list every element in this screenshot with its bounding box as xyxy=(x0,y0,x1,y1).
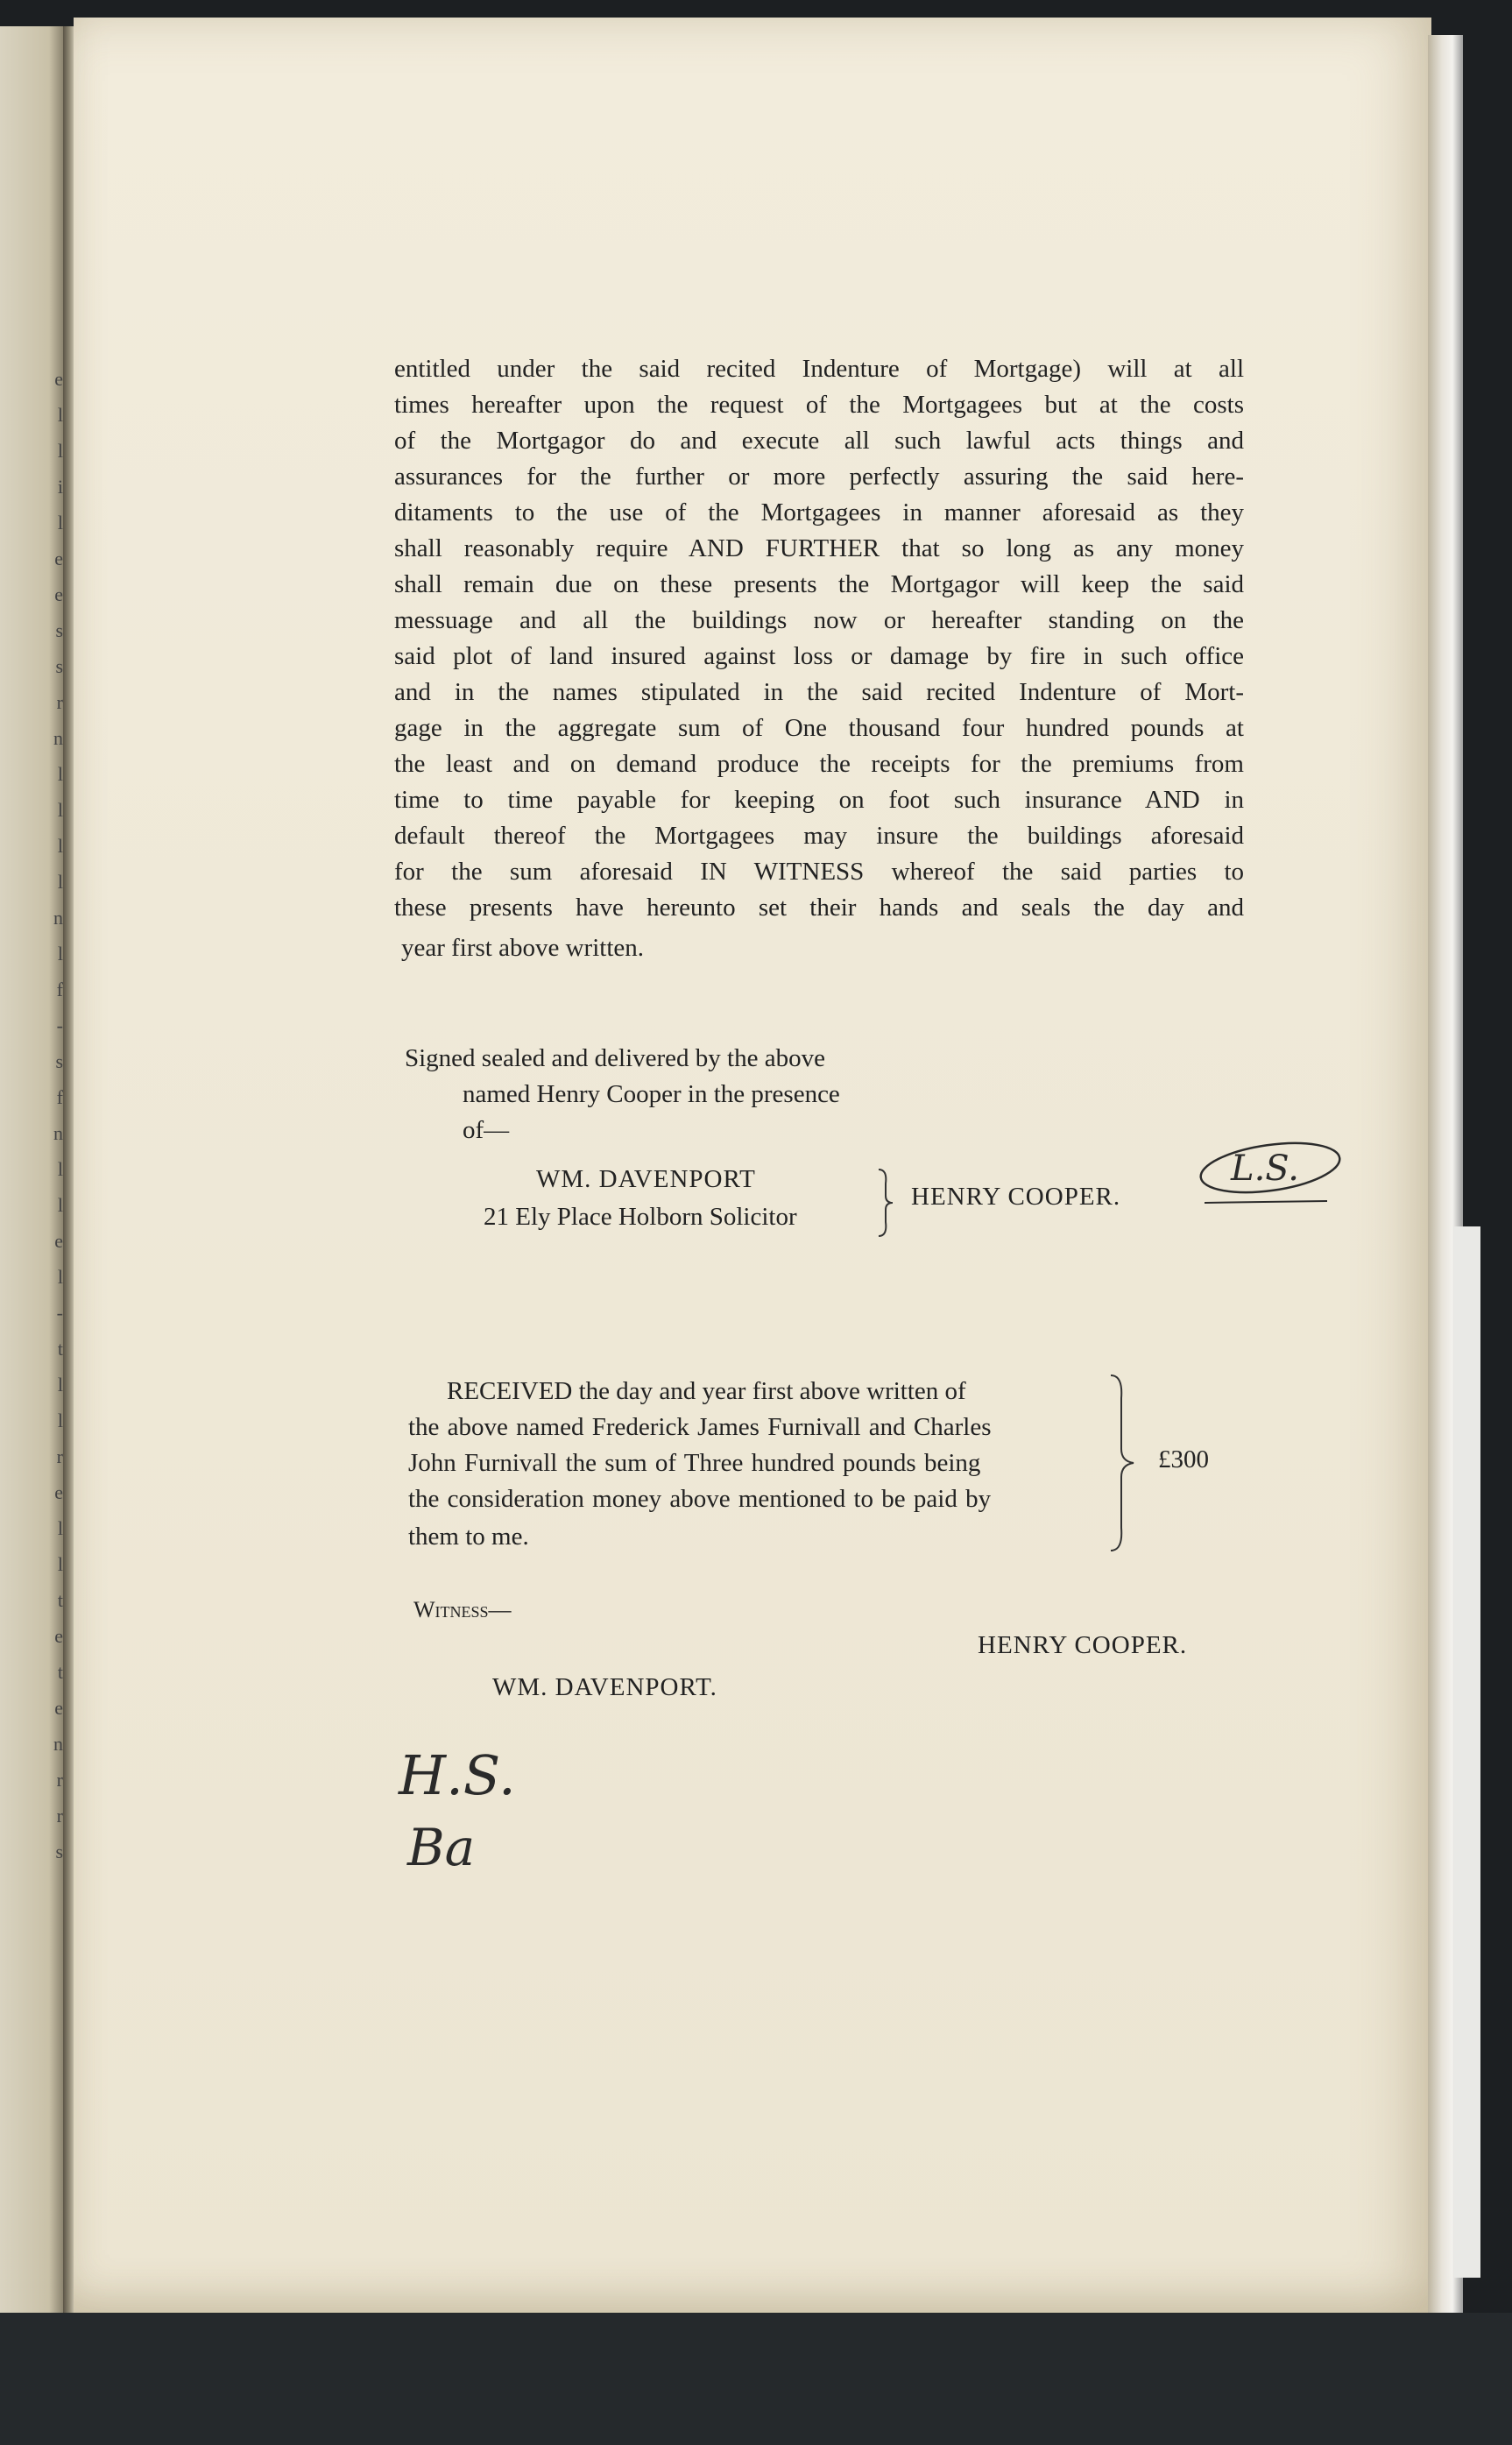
facing-page-fragment: t xyxy=(57,1661,63,1683)
body-line: gage in the aggregate sum of One thousand four hundred pounds at xyxy=(394,714,1244,742)
receipt-line: John Furnivall the sum of Three hundred pounds being xyxy=(408,1449,981,1477)
facing-page-fragment: e xyxy=(54,368,63,390)
facing-page-fragment: l xyxy=(57,512,63,534)
receipt-line: RECEIVED the day and year first above written of xyxy=(447,1377,966,1405)
witness-label: Witness— xyxy=(413,1597,512,1622)
facing-page-fragment: l xyxy=(57,404,63,426)
facing-page-fragment: e xyxy=(54,583,63,605)
facing-page-fragment: l xyxy=(57,871,63,893)
facing-page-fragment: l xyxy=(57,440,63,462)
body-line: shall reasonably require AND FURTHER that so long as any money xyxy=(394,534,1244,562)
facing-page-fragment: l xyxy=(57,799,63,821)
facing-page-fragment: e xyxy=(54,1697,63,1719)
body-line: messuage and all the buildings now or hereafter standing on the xyxy=(394,606,1244,634)
brace-icon xyxy=(872,1168,898,1238)
facing-page-fragment: f xyxy=(56,1086,63,1108)
facing-page-fragment: r xyxy=(56,1769,63,1791)
facing-page-fragment: s xyxy=(55,619,63,641)
receipt-line: the above named Frederick James Furnivall and Charles xyxy=(408,1413,992,1441)
facing-page-fragment: e xyxy=(54,1625,63,1647)
facing-page-fragment: e xyxy=(54,1230,63,1252)
body-line-last: year first above written. xyxy=(401,934,645,962)
body-line: these presents have hereunto set their hands and seals the day and xyxy=(394,894,1244,922)
facing-page-fragment: r xyxy=(56,1805,63,1827)
facing-page-fragment: n xyxy=(53,727,63,749)
attestation-line: Signed sealed and delivered by the above xyxy=(405,1044,825,1072)
facing-page-edge xyxy=(0,26,70,2321)
facing-page-fragment: t xyxy=(57,1338,63,1360)
facing-page-fragment: l xyxy=(57,835,63,857)
facing-page-fragment: l xyxy=(57,763,63,785)
facing-page-fragment: r xyxy=(56,1445,63,1467)
facing-page-fragment: s xyxy=(55,1050,63,1072)
body-line: for the sum aforesaid IN WITNESS whereof the said parties to xyxy=(394,858,1244,886)
facing-page-fragment: n xyxy=(53,1733,63,1755)
receipt-line: them to me. xyxy=(408,1523,529,1551)
seal-initials: L.S. xyxy=(1231,1148,1299,1189)
facing-page-fragment: l xyxy=(57,1410,63,1431)
body-line: entitled under the said recited Indenture of Mortgage) will at all xyxy=(394,355,1244,383)
witness-name: WM. DAVENPORT xyxy=(536,1165,756,1193)
facing-page-fragment: s xyxy=(55,1841,63,1862)
body-line: ditaments to the use of the Mortgagees in manner aforesaid as they xyxy=(394,498,1244,526)
facing-page-fragment: l xyxy=(57,1158,63,1180)
facing-page-fragment: f xyxy=(56,979,63,1000)
body-line: time to time payable for keeping on foot such insurance AND in xyxy=(394,786,1244,814)
receipt-signatory: HENRY COOPER. xyxy=(978,1631,1188,1659)
body-line: shall remain due on these presents the Mortgagor will keep the said xyxy=(394,570,1244,598)
receipt-line: the consideration money above mentioned to be paid by xyxy=(408,1485,992,1513)
facing-page-fragment: l xyxy=(57,1553,63,1575)
handwritten-initials: H.S. xyxy=(399,1743,516,1807)
body-line: default thereof the Mortgagees may insure the buildings aforesaid xyxy=(394,822,1244,850)
page-stack-edge-lower xyxy=(1454,1226,1480,2278)
facing-page-fragment: e xyxy=(54,548,63,569)
seal-initials-icon xyxy=(1196,1134,1345,1209)
facing-page-fragment: l xyxy=(57,1374,63,1396)
facing-page-fragment: n xyxy=(53,907,63,929)
scan-background xyxy=(0,2313,1512,2445)
facing-page-fragment: t xyxy=(57,1589,63,1611)
facing-page-fragment: s xyxy=(55,655,63,677)
body-line: of the Mortgagor do and execute all such lawful acts things and xyxy=(394,427,1244,455)
body-line: and in the names stipulated in the said recited Indenture of Mort- xyxy=(394,678,1244,706)
body-line: assurances for the further or more perfectly assuring the said here- xyxy=(394,463,1244,491)
facing-page-fragment: i xyxy=(57,476,63,498)
body-line: the least and on demand produce the receipts for the premiums from xyxy=(394,750,1244,778)
receipt-witness-name: WM. DAVENPORT. xyxy=(492,1673,717,1701)
facing-page-fragment: l xyxy=(57,1266,63,1288)
receipt-amount: £300 xyxy=(1158,1445,1209,1473)
facing-page-fragment: e xyxy=(54,1481,63,1503)
facing-page-fragment: - xyxy=(56,1302,63,1324)
facing-page-fragment: l xyxy=(57,1517,63,1539)
witness-address: 21 Ely Place Holborn Solicitor xyxy=(484,1203,797,1231)
attestation-line: named Henry Cooper in the presence xyxy=(463,1080,840,1108)
facing-page-fragment: l xyxy=(57,1194,63,1216)
facing-page-fragment: n xyxy=(53,1122,63,1144)
facing-page-fragment: r xyxy=(56,691,63,713)
attestation-line: of— xyxy=(463,1116,510,1144)
facing-page-fragment: - xyxy=(56,1014,63,1036)
handwritten-initials: Ba xyxy=(407,1818,476,1877)
body-line: times hereafter upon the request of the Mortgagees but at the costs xyxy=(394,391,1244,419)
brace-icon xyxy=(1106,1372,1141,1556)
body-line: said plot of land insured against loss or damage by fire in such office xyxy=(394,642,1244,670)
signatory-name: HENRY COOPER. xyxy=(911,1183,1121,1211)
facing-page-fragment: l xyxy=(57,943,63,965)
